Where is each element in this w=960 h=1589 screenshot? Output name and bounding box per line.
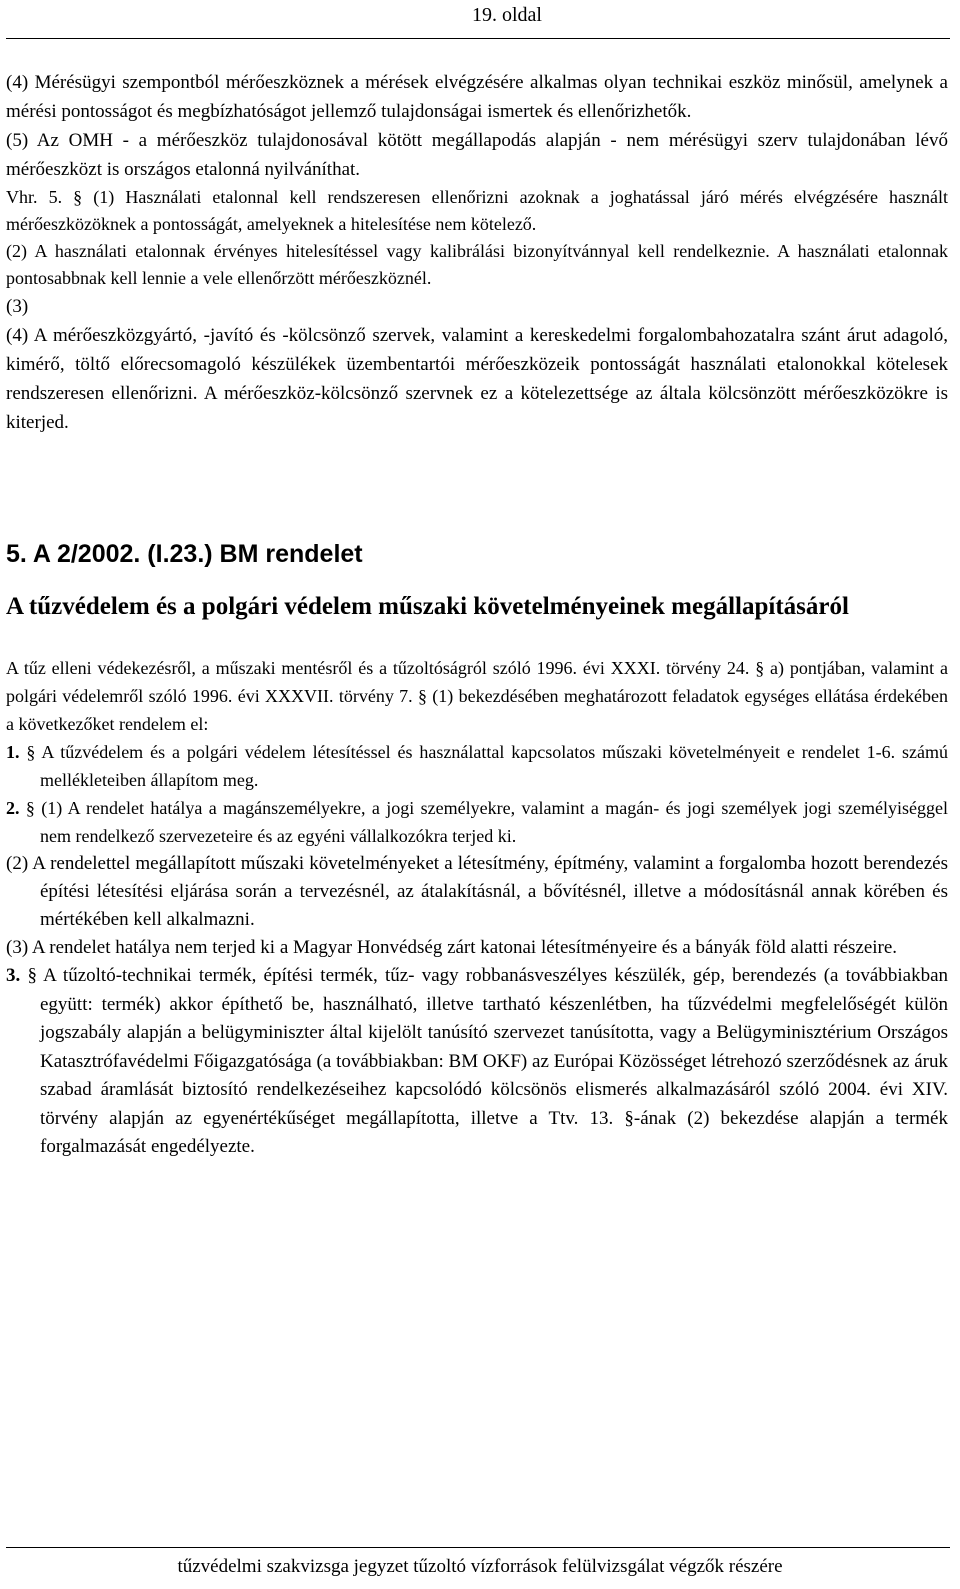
section-number: 3. (6, 965, 21, 986)
rendelet-subtitle: A tűzvédelem és a polgári védelem műszaki követelményeinek megállapításáról (6, 593, 849, 620)
section-number: (2) (6, 853, 29, 874)
section-text: § A tűzvédelem és a polgári védelem létesítéssel és használattal kapcsolatos műszaki követelményeit e rendelet 1-6. számú mellékleteiben állapítom meg. (26, 742, 948, 790)
paragraph-4: (4) Mérésügyi szempontból mérőeszköznek a mérések elvégzésére alkalmas olyan technikai eszköz minősül, amelynek a mérési pontosságot és megbízhatóságot jellemző tulajdonságai ismertek és ellenőrizhetők. (6, 72, 948, 122)
section-number: (3) (6, 937, 29, 958)
section-number: 1. (6, 742, 20, 762)
rendelet-title: 5. A 2/2002. (I.23.) BM rendelet (6, 540, 363, 568)
section-2-2 (6, 850, 948, 934)
paragraph-vhr-5-3: (3) (6, 296, 29, 317)
footer-divider (6, 1547, 950, 1548)
paragraph-vhr-5-4: (4) A mérőeszközgyártó, -javító és -kölcsönző szervek, valamint a kereskedelmi forgalombahozatalra szánt árut adagoló, kimérő, töltő előrecsomagoló készülékek üzembentartói mérőeszközeik pontosságát használati etalonokkal kötelesek rendszeresen ellenőrizni. A mérőeszköz-kölcsönző szervnek ez a kötelezettsége az általa kölcsönzött mérőeszközökre is kiterjed. (6, 325, 948, 433)
section-text: § (1) A rendelet hatálya a magánszemélyekre, a jogi személyekre, valamint a magán- és jogi személyek jogi személyiséggel nem rendelkező szervezeteire és az egyéni vállalkozókra terjed ki. (25, 798, 949, 846)
section-2 (6, 794, 948, 850)
section-text: § A tűzoltó-technikai termék, építési termék, tűz- vagy robbanásveszélyes készülék, gép, berendezés (a továbbiakban együtt: termék) akkor építhető be, használható, illetve tartható készenlétben, ha tűzvédelmi megfelelőségét külön jogszabály alapján a belügyminiszter által kijelölt tanúsító szervezet tanúsította, vagy a Belügyminisztérium Országos Katasztrófavédelmi Főigazgatósága (a továbbiakban: BM OKF) az Európai Közösséget létrehozó szerződésnek az áruk szabad áramlását biztosító rendelkezéseihez kapcsolódó kölcsönös elismerés alkalmazásáról szóló 2004. évi XIV. törvény alapján az egyenértékűséget megállapította, illetve a Ttv. 13. §-ának (2) bekezdése alapján a termék forgalmazását engedélyezte. (27, 965, 948, 1157)
paragraph-5: (5) Az OMH - a mérőeszköz tulajdonosával kötött megállapodás alapján - nem mérésügyi szerv tulajdonában lévő mérőeszközt is országos etalonná nyilváníthat. (6, 130, 948, 180)
section-2-3 (6, 934, 948, 962)
section-number: 2. (6, 798, 20, 818)
section-spacer (6, 437, 948, 538)
section-text: A rendelet hatálya nem terjed ki a Magyar Honvédség zárt katonai létesítményeire és a bányák föld alatti részeire. (31, 937, 898, 958)
paragraph-vhr-5-1: Vhr. 5. § (1) Használati etalonnal kell rendszeresen ellenőrizni azoknak a joghatással járó mérés elvégzésére használt mérőeszközöknek a pontosságát, amelyeknek a hitelesítése nem kötelező. (6, 187, 948, 234)
section-3 (6, 962, 948, 1162)
page-footer: tűzvédelmi szakvizsga jegyzet tűzoltó vízforrások felülvizsgálat végzők részére (177, 1556, 783, 1577)
section-text: A rendelettel megállapított műszaki követelményeket a létesítmény, építmény, valamint a forgalomba hozott berendezés építési létesítési eljárása során a tervezésnél, az átalakításnál, a bővítésnél, illetve a módosításnál annak körében és mértékében kell alkalmazni. (32, 853, 949, 930)
section-1 (6, 738, 948, 794)
paragraph-vhr-5-2: (2) A használati etalonnak érvényes hitelesítéssel vagy kalibrálási bizonyítvánnyal kell rendelkeznie. A használati etalonnak pontosabbnak kell lennie a vele ellenőrzött mérőeszköznél. (6, 241, 948, 288)
header-divider (6, 38, 950, 39)
rendelet-preamble: A tűz elleni védekezésről, a műszaki mentésről és a tűzoltóságról szóló 1996. évi XXXI. törvény 24. § a) pontjában, valamint a polgári védelemről szóló 1996. évi XXXVII. törvény 7. § (1) bekezdésében meghatározott feladatok egységes ellátása érdekében a következőket rendelem el: (6, 658, 948, 734)
page-number: 19. oldal (472, 4, 542, 26)
page-content (6, 68, 948, 1162)
